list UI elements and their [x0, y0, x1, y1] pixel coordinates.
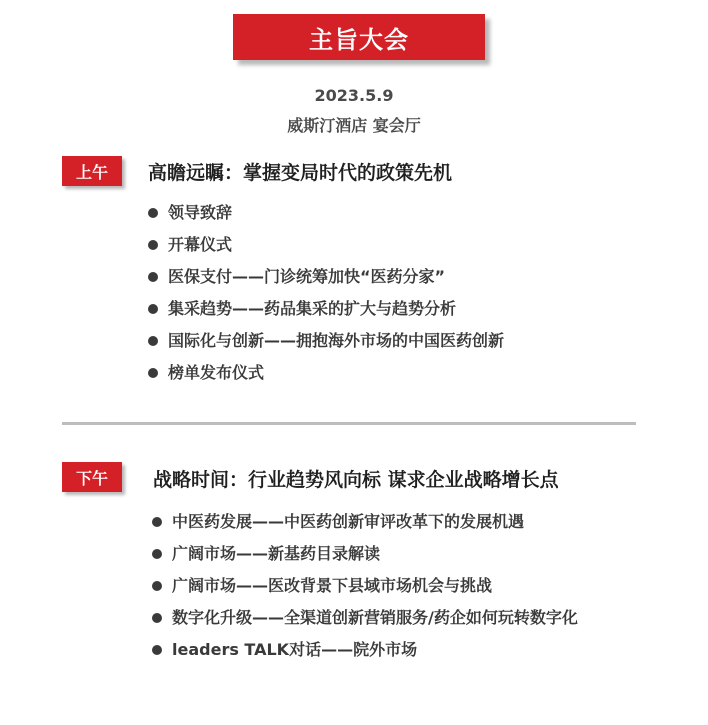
afternoon-agenda-item — [150, 570, 602, 602]
morning-agenda-item — [146, 293, 504, 325]
bullet-icon — [148, 208, 158, 218]
bullet-icon — [152, 581, 162, 591]
morning-agenda-list — [146, 197, 504, 389]
bullet-icon — [148, 240, 158, 250]
agenda-item-text: 医保支付——门诊统筹加快“医药分家” — [168, 267, 446, 286]
event-date: 2023.5.9 — [314, 86, 394, 105]
agenda-item-text: 国际化与创新——拥抱海外市场的中国医药创新 — [168, 331, 505, 350]
agenda-item-text: 广阔市场——医改背景下县域市场机会与挑战 — [172, 576, 493, 595]
afternoon-agenda-list — [150, 506, 602, 666]
morning-agenda-item — [146, 229, 504, 261]
morning-badge: 上午 — [62, 156, 122, 186]
agenda-item-text: 广阔市场——新基药目录解读 — [172, 544, 381, 563]
agenda-item-text: 领导致辞 — [168, 203, 233, 222]
event-venue: 威斯汀酒店 宴会厅 — [287, 116, 421, 135]
bullet-icon — [152, 613, 162, 623]
afternoon-agenda-item — [150, 506, 602, 538]
bullet-icon — [148, 272, 158, 282]
bullet-icon — [148, 368, 158, 378]
agenda-item-text: 中医药发展——中医药创新审评改革下的发展机遇 — [172, 512, 525, 531]
agenda-item-text: 集采趋势——药品集采的扩大与趋势分析 — [168, 299, 457, 318]
keynote-title-banner: 主旨大会 — [233, 14, 485, 60]
bullet-icon — [148, 304, 158, 314]
morning-session-title: 高瞻远瞩：掌握变局时代的政策先机 — [148, 162, 453, 184]
agenda-item-text: leaders TALK对话——院外市场 — [172, 640, 418, 659]
bullet-icon — [148, 336, 158, 346]
afternoon-agenda-item — [150, 602, 602, 634]
bullet-icon — [152, 645, 162, 655]
morning-agenda-item — [146, 325, 504, 357]
bullet-icon — [152, 549, 162, 559]
bullet-icon — [152, 517, 162, 527]
afternoon-session-title: 战略时间：行业趋势风向标 谋求企业战略增长点 — [153, 469, 559, 491]
morning-agenda-item — [146, 357, 504, 389]
agenda-item-text: 开幕仪式 — [168, 235, 233, 254]
morning-agenda-item — [146, 197, 504, 229]
section-divider — [62, 422, 636, 425]
afternoon-agenda-item — [150, 634, 602, 666]
afternoon-badge: 下午 — [62, 462, 122, 492]
agenda-item-text: 数字化升级——全渠道创新营销服务/药企如何玩转数字化 — [172, 608, 578, 627]
agenda-item-text: 榜单发布仪式 — [168, 363, 265, 382]
afternoon-agenda-item — [150, 538, 602, 570]
morning-agenda-item — [146, 261, 504, 293]
